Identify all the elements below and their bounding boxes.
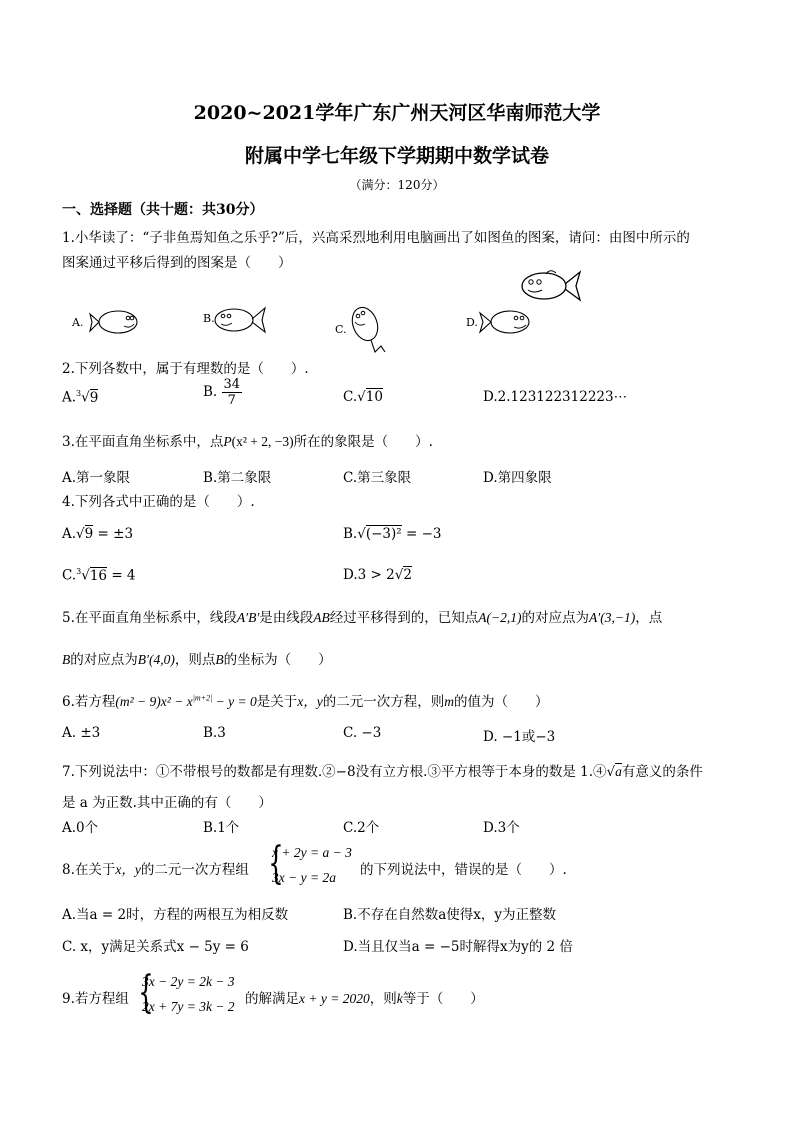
radical-icon: √ (394, 567, 404, 583)
q5-line2 (62, 648, 332, 668)
q5-text-b: 是由线段 (259, 610, 314, 626)
title-line-1: 2020~2021学年广东广州天河区华南师范大学 (193, 102, 601, 124)
radical-icon: √ (76, 526, 85, 542)
system-brace-icon: { (268, 838, 284, 889)
q7-text-end: 有意义的条件 (621, 764, 703, 780)
q4-option-a (62, 526, 133, 542)
q5-seg2: AB (313, 610, 330, 625)
q3-stem (62, 430, 433, 450)
q2-option-b (203, 377, 242, 408)
score-note: （满分：120分） (349, 178, 445, 192)
system-brace-icon: { (138, 967, 154, 1018)
q1-text-line1: 1.小华读了：“子非鱼焉知鱼之乐乎?”后，兴高采烈地利用电脑画出了如图鱼的图案，请问：由图中所示的 (62, 230, 690, 246)
q1-text-line2: 图案通过平移后得到的图案是（ ） (62, 255, 292, 271)
q9-pre: 9.若方程组 (62, 991, 129, 1007)
q3-coords: (x² + 2, −3) (231, 434, 294, 449)
q6-option-c: C. −3 (343, 725, 382, 741)
q5-text-c: 经过平移得到的，已知点 (329, 610, 479, 626)
q5-point-b2: B′(4,0) (137, 652, 175, 667)
q5-line1 (62, 606, 662, 626)
q4-option-d (343, 567, 412, 583)
q5-seg1: A′B′ (236, 610, 260, 625)
q6-post3: 的值为（ ） (453, 694, 549, 710)
q4-a-radicand: 9 (84, 526, 94, 542)
q5-point-a: A(−2,1) (478, 610, 522, 625)
q9-post: ，则 (369, 991, 397, 1007)
q9-cond: x + y = 2020 (299, 991, 370, 1006)
q2-stem: 2.下列各数中，属于有理数的是（ ）. (62, 361, 309, 377)
q2-a-index: 3 (76, 389, 82, 398)
q4-a-rest: = ±3 (93, 526, 134, 542)
q5-point-a2: A′(3,−1) (589, 610, 636, 625)
reference-fish-image (518, 268, 582, 304)
q8-post: 的下列说法中，错误的是（ ）. (360, 862, 567, 878)
q3-stem-pre: 3.在平面直角坐标系中，点 (62, 434, 224, 450)
q8-mid: 的二元一次方程组 (140, 862, 249, 878)
q1-option-a-label: A. (72, 316, 84, 329)
radical-icon: √ (357, 389, 366, 405)
q6-exp: |m+2| (192, 693, 213, 703)
q8-eq1: x + 2y = a − 3 (272, 845, 352, 860)
q8-vars: x，y (115, 862, 141, 877)
q1-option-d-label: D. (466, 316, 478, 329)
q5-text-d: 的对应点为 (521, 610, 590, 626)
q5-text-f: 的对应点为 (70, 652, 138, 668)
q7-option-b: B.1个 (203, 820, 240, 836)
q5-text-h: 的坐标为（ ） (223, 652, 332, 668)
q7-text: 7.下列说法中：①不带根号的数都是有理数.②−8没有立方根.③平方根等于本身的数是 1.④ (62, 764, 607, 780)
q4-c-index: 3 (76, 567, 82, 576)
q2-b-fraction (222, 377, 243, 408)
q4-stem: 4.下列各式中正确的是（ ）. (62, 494, 255, 510)
q4-b-rest: = −3 (401, 526, 442, 542)
q2-c-label: C. (343, 389, 358, 405)
q4-d-pre: 3 > 2 (357, 567, 395, 583)
q4-b-label: B. (343, 526, 358, 542)
q2-b-label: B. (203, 384, 218, 400)
q4-c-radicand: 16 (89, 567, 108, 584)
q3-option-a: A.第一象限 (62, 470, 131, 486)
radical-icon: √ (606, 764, 616, 780)
radical-icon: √ (81, 567, 90, 584)
q2-option-c (343, 389, 383, 405)
q7-option-a: A.0个 (62, 820, 99, 836)
q6-pre: 6.若方程 (62, 694, 116, 710)
q6-var-m: m (444, 694, 454, 709)
q7-line2: 是 a 为正数.其中正确的有（ ） (62, 795, 272, 811)
q9-tail (245, 987, 484, 1007)
q9-eq1: 3x − 2y = 2k − 3 (142, 974, 235, 989)
q1-option-b-label: B. (203, 312, 215, 325)
fish-option-d-image (478, 306, 534, 338)
q2-c-radicand: 10 (365, 389, 383, 405)
fish-option-c-image (345, 302, 389, 354)
q3-option-d: D.第四象限 (483, 470, 552, 486)
radical-icon: √ (81, 389, 90, 406)
q3-point: P (223, 434, 232, 449)
q4-c-rest: = 4 (107, 567, 136, 584)
fish-option-b-image (212, 302, 268, 336)
q9-post2: 等于（ ） (402, 991, 484, 1007)
q9-var-k: k (396, 991, 403, 1006)
q5-text-a: 5.在平面直角坐标系中，线段 (62, 610, 237, 626)
q7-option-d: D.3个 (483, 820, 520, 836)
q6-post2: 的二元一次方程，则 (322, 694, 445, 710)
q9-mid: 的解满足 (245, 991, 299, 1007)
q9-eq2: 2x + 7y = 3k − 2 (142, 999, 235, 1014)
q7-radicand: a (615, 764, 622, 779)
q6-option-a: A. ±3 (62, 725, 101, 741)
q8-stem-pre (62, 858, 249, 878)
q5-text-e: ，点 (635, 610, 663, 626)
q8-option-c: C. x，y满足关系式x − 5y = 6 (62, 939, 249, 955)
q5-text-g: ，则点 (174, 652, 216, 668)
q2-b-numerator: 34 (223, 377, 241, 392)
q2-a-label: A. (62, 389, 77, 406)
q8-pre: 8.在关于 (62, 862, 116, 878)
q7-line1 (62, 760, 703, 780)
q6-vars: x，y (297, 694, 323, 709)
q3-option-c: C.第三象限 (343, 470, 412, 486)
q5-point-b: B (62, 652, 71, 667)
title-line-2: 附属中学七年级下学期期中数学试卷 (244, 145, 549, 167)
q2-b-denominator: 7 (227, 393, 236, 408)
section-heading: 一、选择题（共十题：共30分） (62, 202, 264, 218)
q4-b-radicand: (−3)² (365, 526, 402, 542)
q4-d-radicand: 2 (403, 567, 412, 583)
q2-a-radicand: 9 (89, 389, 99, 406)
q8-option-d: D.当且仅当a = −5时解得x为y的 2 倍 (343, 939, 573, 955)
q6-eq: (m² − 9)x² − x (115, 694, 193, 709)
q8-eq2: 3x − y = 2a (272, 870, 336, 885)
q5-point-b-again: B (215, 652, 224, 667)
fish-option-a-image (88, 306, 144, 338)
q6-eq2: − y = 0 (212, 694, 257, 709)
q4-a-label: A. (62, 526, 77, 542)
q4-d-label: D. (343, 567, 358, 583)
q4-option-b (343, 526, 441, 542)
q6-option-b: B.3 (203, 725, 226, 741)
q8-option-b: B.不存在自然数a使得x，y为正整数 (343, 907, 557, 923)
q2-option-a (62, 389, 98, 406)
q7-option-c: C.2个 (343, 820, 380, 836)
q6-post1: 是关于 (256, 694, 298, 710)
q1-option-c-label: C. (335, 323, 347, 336)
q3-stem-post: 所在的象限是（ ）. (293, 434, 433, 450)
q3-option-b: B.第二象限 (203, 470, 272, 486)
q4-option-c (62, 567, 136, 584)
q6-stem (62, 690, 548, 710)
q6-option-d: D. −1或−3 (483, 729, 556, 745)
q2-option-d: D.2.123122312223⋯ (483, 389, 628, 405)
radical-icon: √ (357, 526, 366, 542)
q4-c-label: C. (62, 567, 77, 584)
q8-option-a: A.当a = 2时，方程的两根互为相反数 (62, 907, 289, 923)
